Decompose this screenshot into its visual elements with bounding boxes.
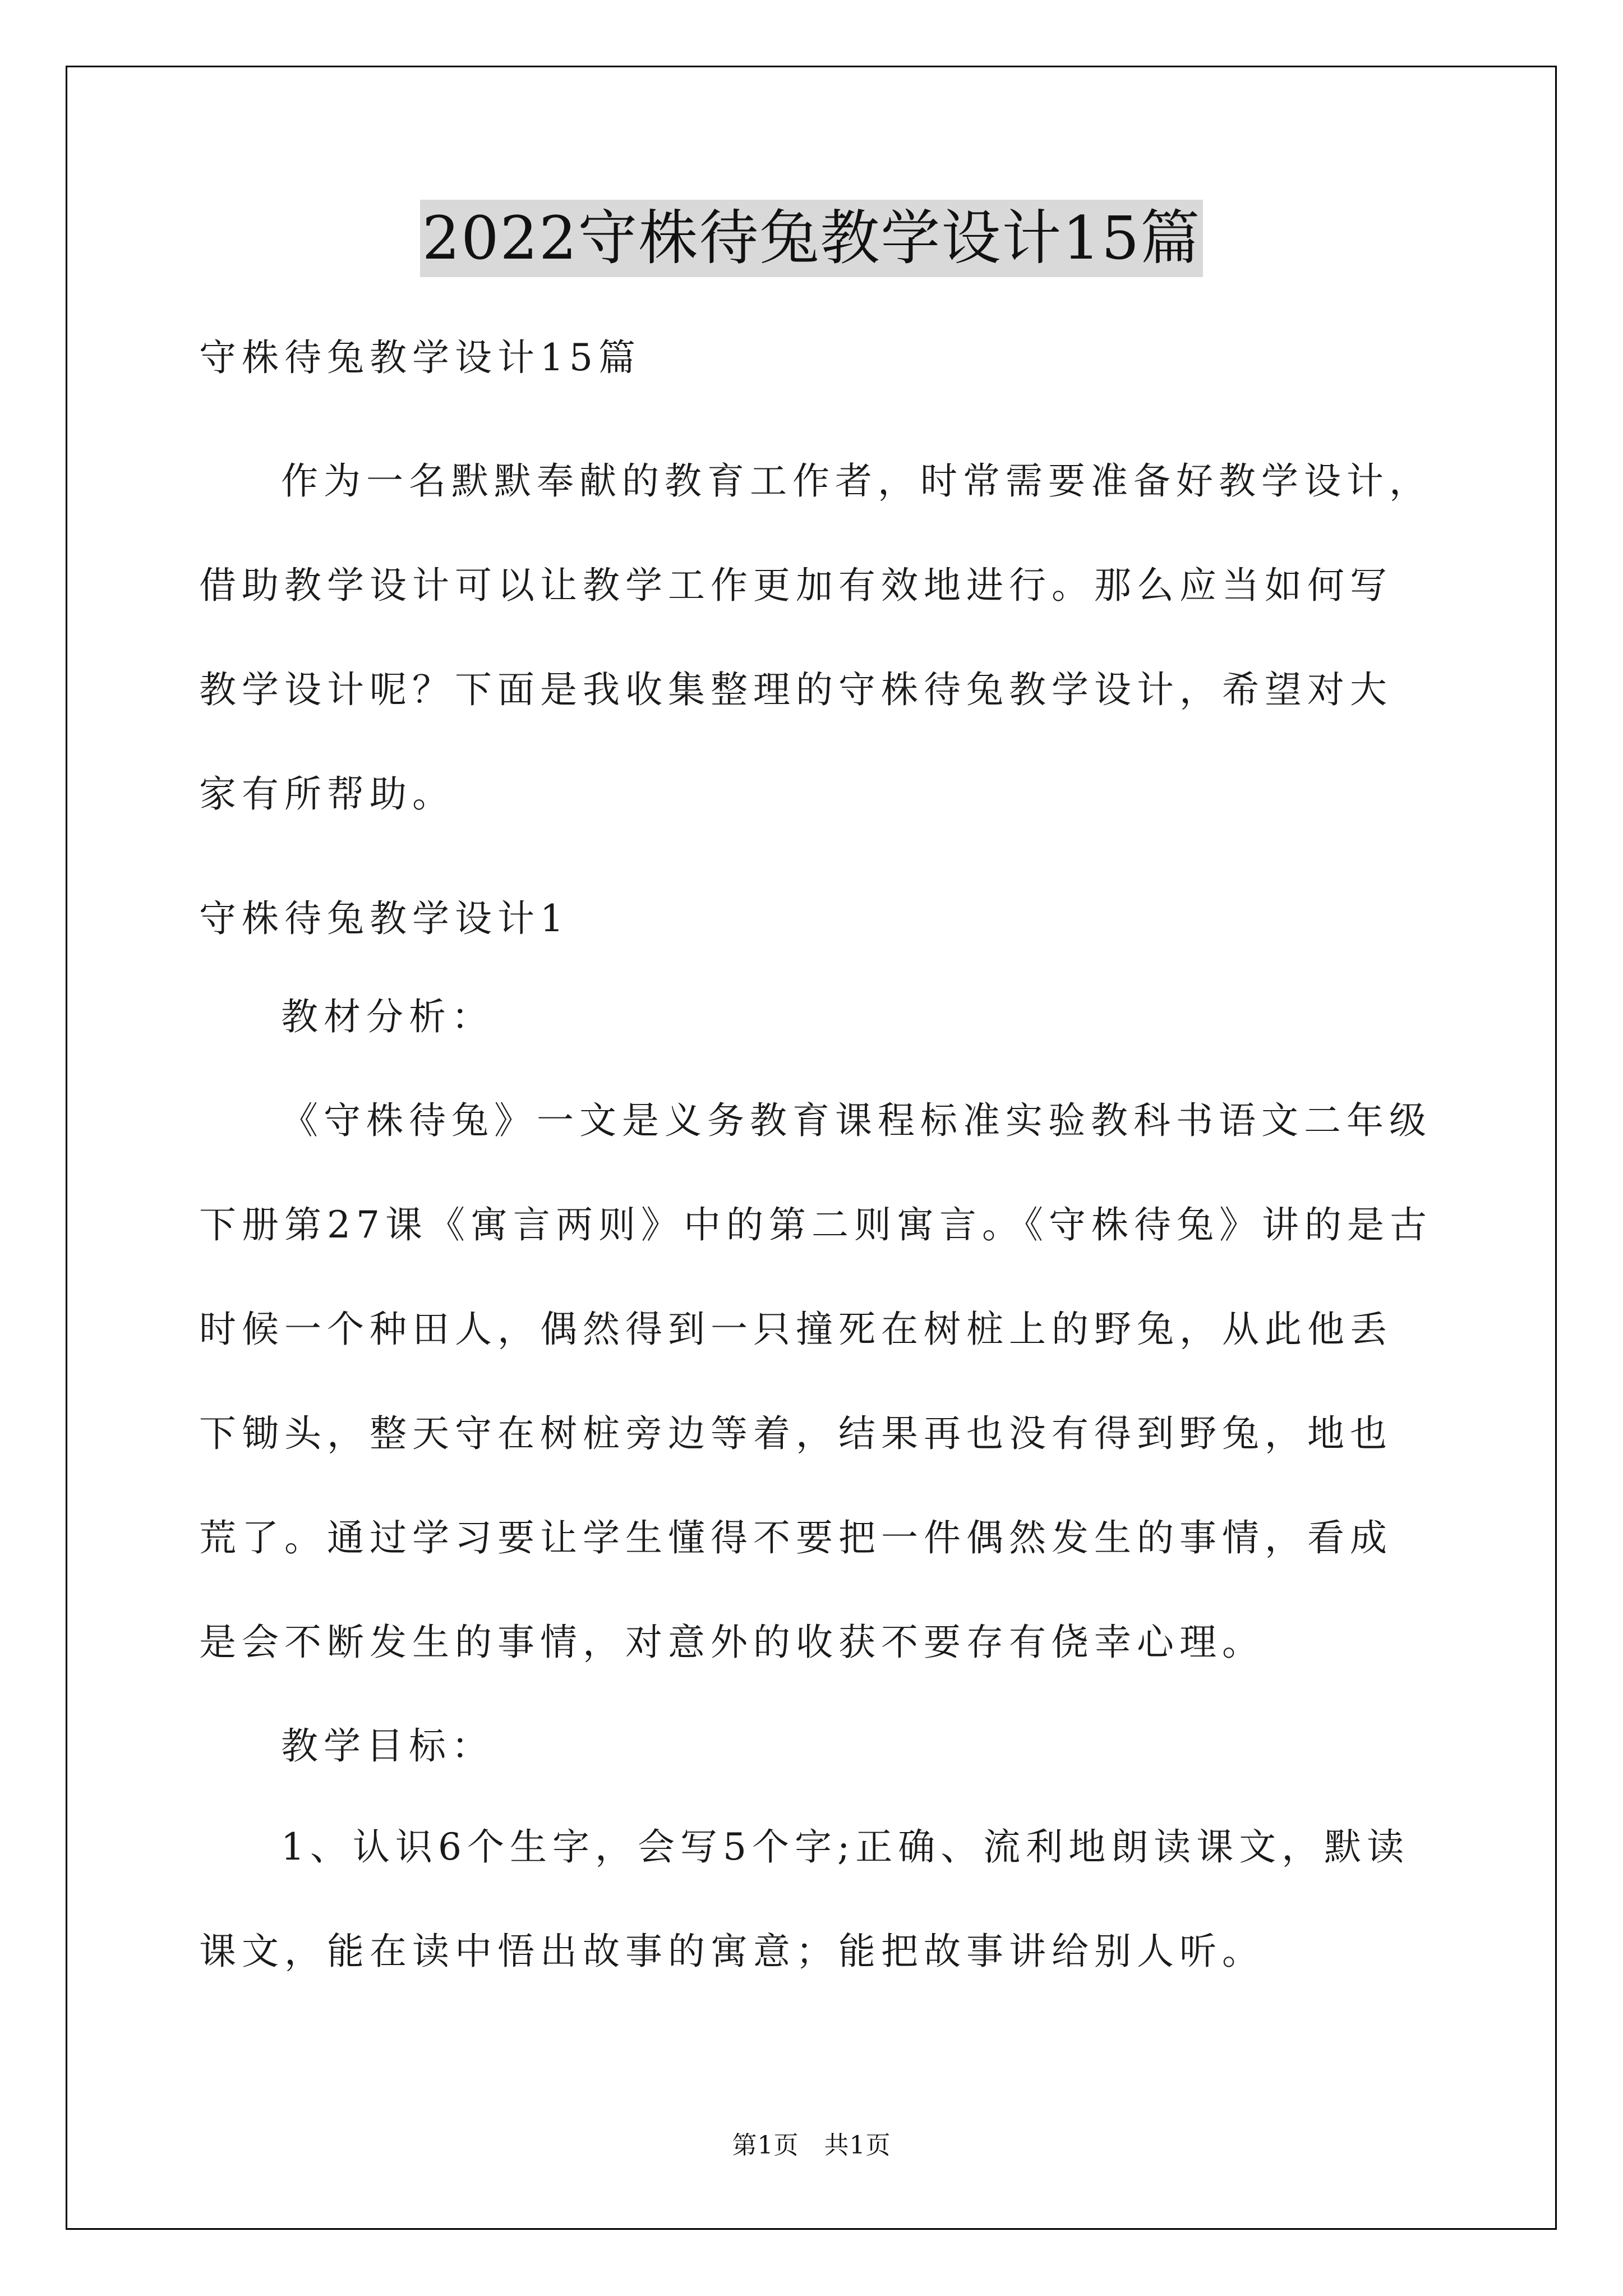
document-subtitle: 守株待兔教学设计15篇 [199, 336, 641, 379]
teaching-goals-label: 教学目标： [281, 1724, 494, 1768]
material-analysis-label: 教材分析： [281, 995, 494, 1038]
document-title: 2022守株待兔教学设计15篇 [420, 200, 1204, 277]
title-container [0, 200, 1623, 277]
teaching-goal-item: 1、认识6个生字，会写5个字;正确、流利地朗读课文，默读课文，能在读中悟出故事的寓意；能把故事讲给别人听。 [199, 1825, 1410, 1973]
page-footer: 第1页 共1页 [732, 2131, 891, 2160]
section-heading: 守株待兔教学设计1 [199, 897, 569, 940]
material-analysis-paragraph: 《守株待兔》一文是义务教育课程标准实验教科书语文二年级下册第27课《寓言两则》中的第二则寓言。《守株待兔》讲的是古时候一个种田人，偶然得到一只撞死在树桩上的野兔，从此他丢下锄头，整天守在树桩旁边等着，结果再也没有得到野兔，地也荒了。通过学习要让学生懂得不要把一件偶然发生的事情，看成是会不断发生的事情，对意外的收获不要存有侥幸心理。 [199, 1099, 1432, 1664]
intro-paragraph: 作为一名默默奉献的教育工作者，时常需要准备好教学设计，借助教学设计可以让教学工作更加有效地进行。那么应当如何写教学设计呢？下面是我收集整理的守株待兔教学设计，希望对大家有所帮助。 [199, 459, 1432, 816]
